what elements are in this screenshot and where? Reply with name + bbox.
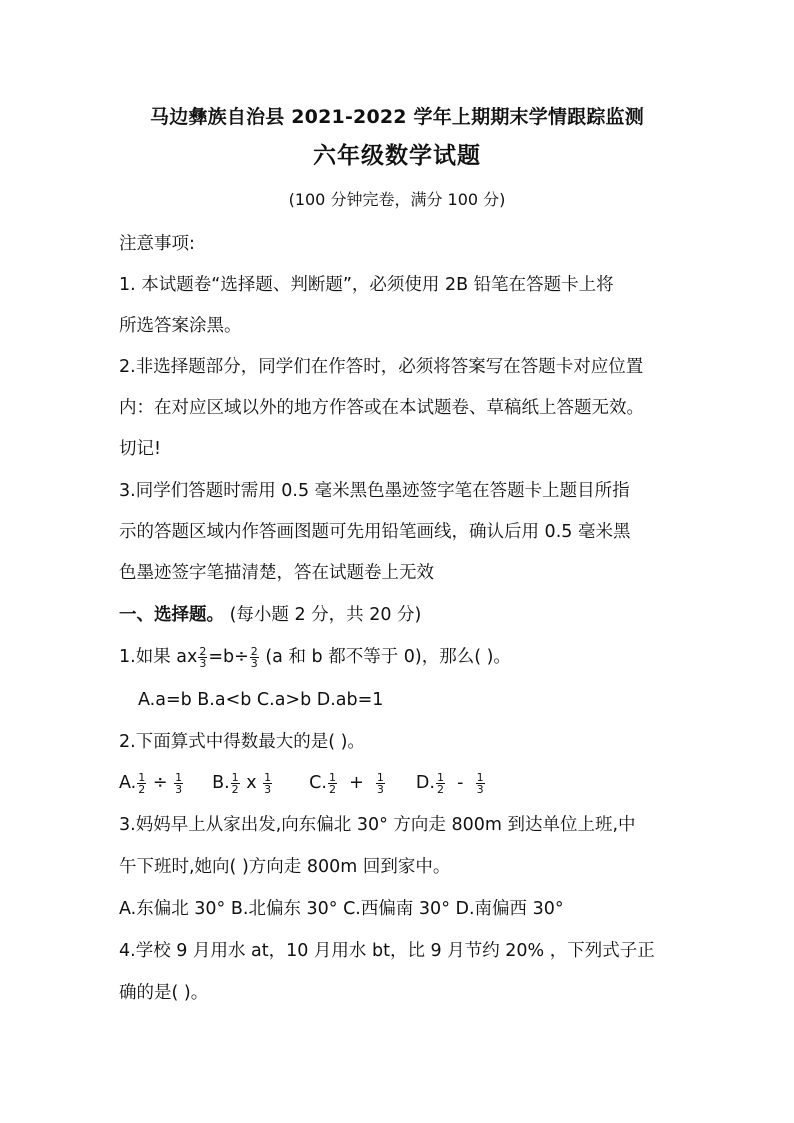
note-2-line-3: 切记! xyxy=(119,439,162,459)
q1-mid: =b÷ xyxy=(208,647,249,667)
q1-fraction-1: $\frac{2}{3}$ xyxy=(199,644,207,670)
question-1-stem xyxy=(119,645,699,669)
note-3-line-2: 示的答题区域内作答画图题可先用铅笔画线，确认后用 0.5 毫米黑 xyxy=(119,522,631,542)
section-1-scoring: (每小题 2 分，共 20 分) xyxy=(229,605,422,625)
question-3-line-1: 3.妈妈早上从家出发,向东偏北 30° 方向走 800m 到达单位上班,中 xyxy=(119,815,636,835)
section-1-header xyxy=(119,603,699,627)
note-2-line-1: 2.非选择题部分，同学们在作答时，必须将答案写在答题卡对应位置 xyxy=(119,357,644,377)
exam-title: 马边彝族自治县 2021-2022 学年上期期末学情跟踪监测 xyxy=(150,106,644,128)
exam-subtitle: 六年级数学试题 xyxy=(313,143,481,169)
note-2-line-2: 内：在对应区域以外的地方作答或在本试题卷、草稿纸上答题无效。 xyxy=(119,398,644,418)
question-3-line-2: 午下班时,她向( )方向走 800m 回到家中。 xyxy=(119,857,451,877)
q1-prefix: 1.如果 ax xyxy=(119,647,198,667)
notes-heading: 注意事项: xyxy=(119,234,195,254)
note-1-line-1: 1. 本试题卷“选择题、判断题”，必须使用 2B 铅笔在答题卡上将 xyxy=(119,275,614,295)
note-3-line-1: 3.同学们答题时需用 0.5 毫米黑色墨迹签字笔在答题卡上题目所指 xyxy=(119,481,630,501)
question-4-line-2: 确的是( )。 xyxy=(119,983,209,1003)
note-1-line-2: 所选答案涂黑。 xyxy=(119,316,242,336)
q2-option-c: C. $\frac{1}{2}$ + $\frac{1}{3}$ xyxy=(309,770,384,796)
note-3-line-3: 色墨迹签字笔描清楚，答在试题卷上无效 xyxy=(119,563,434,583)
question-2-stem: 2.下面算式中得数最大的是( )。 xyxy=(119,732,365,752)
section-1-heading: 一、选择题。 xyxy=(119,605,224,625)
q1-suffix: (a 和 b 都不等于 0)，那么( )。 xyxy=(259,647,511,667)
question-4-line-1: 4.学校 9 月用水 at，10 月用水 bt，比 9 月节约 20% ，下列式子正 xyxy=(119,941,655,961)
q1-fraction-2: $\frac{2}{3}$ xyxy=(250,644,258,670)
q2-option-b: B. $\frac{1}{2}$ x $\frac{1}{3}$ xyxy=(212,770,272,796)
q2-option-d: D. $\frac{1}{2}$ - $\frac{1}{3}$ xyxy=(415,770,484,796)
question-3-options: A.东偏北 30° B.北偏东 30° C.西偏南 30° D.南偏西 30° xyxy=(119,899,564,919)
question-2-options xyxy=(119,771,699,795)
exam-info: (100 分钟完卷，满分 100 分) xyxy=(288,190,506,209)
q2-option-a: A. $\frac{1}{2}$ ÷ $\frac{1}{3}$ xyxy=(119,770,183,796)
question-1-options: A.a=b B.a<b C.a>b D.ab=1 xyxy=(138,690,384,710)
